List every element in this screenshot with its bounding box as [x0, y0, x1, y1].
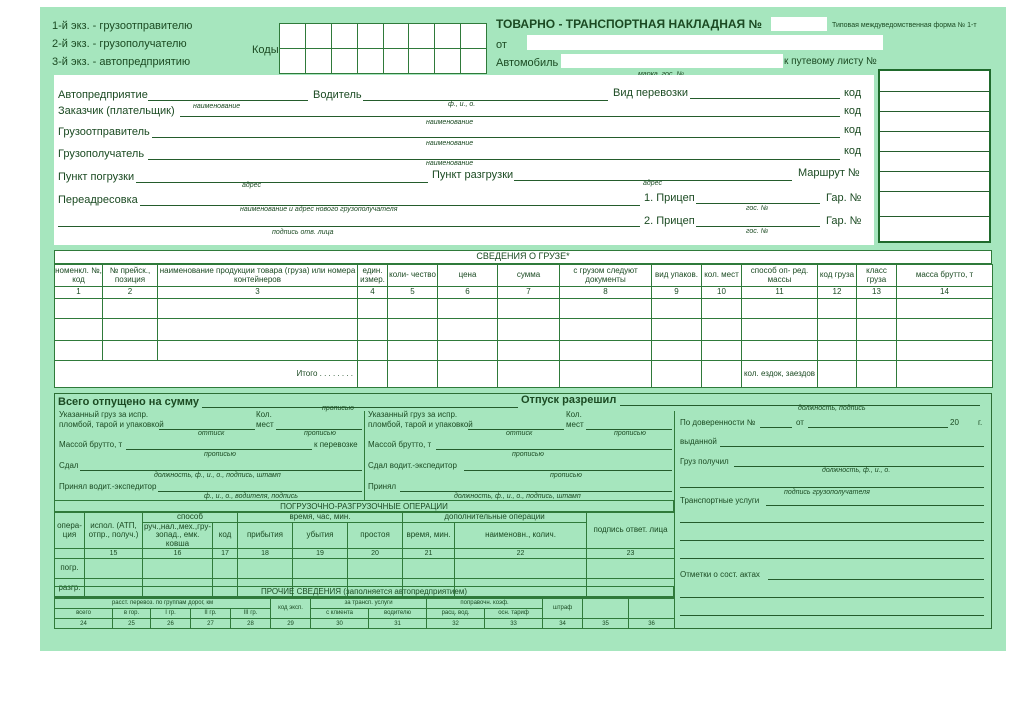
cargo-header-cell: масса брутто, т [897, 265, 993, 287]
enterprise-line[interactable] [148, 100, 308, 101]
ops-column-number: 15 [85, 549, 143, 559]
kol-label: Кол. [256, 410, 272, 419]
col-divider-1 [364, 411, 365, 501]
shipper-label: Грузоотправитель [58, 126, 150, 138]
right-release-col [676, 407, 990, 627]
loading-point-line[interactable] [136, 182, 428, 183]
enterprise-label: Автопредприятие [58, 89, 148, 101]
other-tariff-head: осн. тариф [485, 608, 543, 619]
total-sum-label: Всего отпущено на сумму [58, 396, 199, 408]
mest-label: мест [256, 420, 274, 429]
loading-address-hint: адрес [242, 182, 261, 189]
left-release-col [54, 407, 364, 501]
other-column-number: 34 [543, 619, 583, 629]
car-field[interactable] [561, 54, 783, 68]
trailer2-line[interactable] [696, 226, 820, 227]
other-column-number: 30 [311, 619, 369, 629]
cargo-title: СВЕДЕНИЯ О ГРУЗЕ* [54, 250, 992, 264]
consignee-line[interactable] [148, 159, 840, 160]
other-column-number: 32 [427, 619, 485, 629]
transport-services-label: Транспортные услуги [680, 496, 760, 505]
gross-label: Массой брутто, т [59, 440, 123, 449]
cargo-column-number: 2 [103, 287, 158, 299]
trailer1-line[interactable] [696, 203, 820, 204]
handed-driver-hint: прописью [550, 472, 582, 479]
code-label-2: код [844, 105, 862, 117]
cargo-line2-b: пломбой, тарой и упаковкой [368, 420, 473, 429]
driver-sign-hint: ф., и., о., водителя, подпись [204, 493, 298, 500]
waybill-ref-label: к путевому листу № [784, 56, 877, 67]
ops-column-number: 22 [455, 549, 587, 559]
cargo-header-cell: способ оп- ред. массы [742, 265, 818, 287]
gar1-label: Гар. № [826, 192, 862, 204]
cargo-column-number: 5 [388, 287, 438, 299]
ops-code-head: код [213, 523, 238, 549]
ops-departure-head: убытия [293, 523, 348, 549]
consignee-hint: наименование [426, 160, 474, 167]
shipper-hint: наименование [426, 140, 474, 147]
driver-label: Водитель [313, 89, 362, 101]
other-dist-head: расст. перевоз. по группам дорог, км [55, 598, 271, 609]
other-fine-head: штраф [543, 598, 583, 619]
other-table [54, 597, 675, 629]
cargo-header-cell: код груза [818, 265, 857, 287]
gross-label-b: Массой брутто, т [368, 440, 432, 449]
release-position-hint: должность, подпись [798, 405, 866, 412]
code-label-1: код [844, 87, 862, 99]
cargo-column-number: 4 [358, 287, 388, 299]
ops-executor-head: испол. (АТП, отпр., получ.) [85, 513, 143, 549]
poa-label: По доверенности № [680, 418, 756, 427]
ottisk-hint: оттиск [198, 430, 225, 437]
consignee-sign-hint: подпись грузополучателя [784, 489, 870, 496]
other-title: ПРОЧИЕ СВЕДЕНИЯ (заполняется автопредприятием) [54, 586, 674, 597]
other-column-number: 31 [369, 619, 427, 629]
route-label: Маршрут № [798, 167, 860, 179]
cargo-header-cell: № прейск., позиция [103, 265, 158, 287]
ops-arrival-head: прибытия [238, 523, 293, 549]
other-column-number: 24 [55, 619, 113, 629]
middle-release-col [366, 407, 676, 501]
other-driver-head: водителю [369, 608, 427, 619]
cargo-header-cell: сумма [498, 265, 560, 287]
cargo-column-number: 9 [652, 287, 702, 299]
mest-hint-b: прописью [614, 430, 646, 437]
gar2-label: Гар. № [826, 215, 862, 227]
ops-column-number: 19 [293, 549, 348, 559]
codes-grid[interactable] [279, 23, 487, 74]
other-column-number: 25 [113, 619, 151, 629]
ops-extra-name-head: наименовн., колич. [455, 523, 587, 549]
received-hint: должность, ф., и., о. [822, 467, 891, 474]
cargo-line1: Указанный груз за испр. [59, 410, 149, 419]
to-transport-label: к перевозке [314, 440, 358, 449]
ops-manual-head: руч.,нал.,мех.,гру- зопад., емк. ковша [143, 522, 212, 548]
copy2-label: 2-й экз. - грузополучателю [52, 38, 187, 50]
other-city-head: в гор. [113, 608, 151, 619]
shipper-line[interactable] [152, 137, 840, 138]
cargo-header-cell: с грузом следуют документы [560, 265, 652, 287]
cargo-header-cell: наименование продукции товара (груза) или номера контейнеров [158, 265, 358, 287]
cargo-column-number: 3 [158, 287, 358, 299]
received-label: Груз получил [680, 457, 729, 466]
other-wage-head: расц. вод. [427, 608, 485, 619]
poa-from-label: от [796, 418, 804, 427]
gos1-hint: гос. № [746, 205, 769, 212]
year-suffix: г. [978, 418, 983, 427]
other-gr1-head: I гр. [151, 608, 191, 619]
cargo-column-number: 14 [897, 287, 993, 299]
trailer2-label: 2. Прицеп [644, 215, 695, 227]
other-column-number: 29 [271, 619, 311, 629]
other-correction-head: поправочн. коэф. [427, 598, 543, 609]
redirect-hint: наименование и адрес нового грузополучателя [240, 206, 398, 213]
cargo-column-number: 12 [818, 287, 857, 299]
form-title: ТОВАРНО - ТРАНСПОРТНАЯ НАКЛАДНАЯ № [496, 17, 762, 31]
cargo-column-number: 6 [438, 287, 498, 299]
cargo-header-cell: вид упаков. [652, 265, 702, 287]
cargo-header-cell: кол. мест [702, 265, 742, 287]
customer-line[interactable] [180, 116, 840, 117]
consignee-label: Грузополучатель [58, 148, 145, 160]
accepted-driver-label: Принял водит.-экспедитор [59, 482, 157, 491]
cargo-column-number: 13 [857, 287, 897, 299]
unloading-address-hint: адрес [643, 180, 662, 187]
ops-unload-row: разгр. [55, 579, 85, 599]
handed-label: Сдал [59, 461, 79, 470]
customer-hint: наименование [426, 119, 474, 126]
other-services-head: за трансп. услуги [311, 598, 427, 609]
date-field[interactable] [527, 35, 883, 50]
year-label: 20 [950, 418, 959, 427]
ops-column-number: 18 [238, 549, 293, 559]
ops-idle-head: простоя [348, 523, 403, 549]
trailer1-label: 1. Прицеп [644, 192, 695, 204]
ops-column-number: 20 [348, 549, 403, 559]
cargo-header-cell: цена [438, 265, 498, 287]
driver-hint: ф., и., о. [448, 101, 476, 108]
form-type-label: Типовая междуведомственная форма № 1-т [832, 22, 977, 29]
gross-hint: прописью [204, 451, 236, 458]
ops-extra-head: дополнительные операции [403, 513, 587, 523]
enterprise-hint: наименование [193, 103, 241, 110]
total-sum-hint: прописью [322, 405, 354, 412]
cargo-column-number: 8 [560, 287, 652, 299]
cargo-header-cell: класс груза [857, 265, 897, 287]
loading-point-label: Пункт погрузки [58, 171, 135, 183]
date-label: от [496, 39, 507, 51]
redirect-label: Переадресовка [58, 194, 138, 206]
mest-hint: прописью [304, 430, 336, 437]
ops-extra-time-head: время, мин. [403, 523, 455, 549]
other-total-head: всего [55, 608, 113, 619]
cargo-column-number: 10 [702, 287, 742, 299]
other-column-number: 33 [485, 619, 543, 629]
handed-driver-label: Сдал водит.-экспедитор [368, 461, 457, 470]
ops-column-number: 21 [403, 549, 455, 559]
cargo-total-label: Итого . . . . . . . . [55, 361, 358, 388]
cargo-table [54, 264, 993, 388]
ops-column-number: 17 [213, 549, 238, 559]
other-column-number: 27 [191, 619, 231, 629]
other-code-head: код эксп. [271, 598, 311, 619]
cargo-line1-b: Указанный груз за испр. [368, 410, 458, 419]
copy3-label: 3-й экз. - автопредприятию [52, 56, 191, 68]
cargo-header-cell: един. измер. [358, 265, 388, 287]
ottisk-hint-b: оттиск [506, 430, 533, 437]
gross-hint-b: прописью [512, 451, 544, 458]
ops-load-row: погр. [55, 559, 85, 579]
transport-type-label: Вид перевозки [613, 87, 688, 99]
driver-line[interactable] [363, 100, 608, 101]
gos2-hint: гос. № [746, 228, 769, 235]
waybill-form [40, 7, 1006, 651]
ops-method-head: способ [143, 513, 238, 523]
cargo-column-number: 7 [498, 287, 560, 299]
other-column-number: 28 [231, 619, 271, 629]
codes-label: Коды [252, 44, 279, 56]
redirect-line-2[interactable] [58, 226, 640, 227]
cargo-line2: пломбой, тарой и упаковкой [59, 420, 164, 429]
code-label-3: код [844, 124, 862, 136]
copy1-label: 1-й экз. - грузоотправителю [52, 20, 193, 32]
ops-sign-head: подпись ответ. лица [587, 513, 675, 549]
release-allowed-label: Отпуск разрешил [521, 394, 617, 406]
codes-column[interactable] [878, 69, 991, 243]
signature-hint: подпись отв. лица [272, 229, 334, 236]
ops-column-number: 16 [143, 549, 213, 559]
other-column-number: 36 [629, 619, 675, 629]
ops-operation-head: опера- ция [55, 513, 85, 549]
car-label: Автомобиль [496, 57, 559, 69]
cargo-header-cell: номенкл. №, код [55, 265, 103, 287]
cargo-column-number: 1 [55, 287, 103, 299]
mest-label-b: мест [566, 420, 584, 429]
other-column-number: 35 [583, 619, 629, 629]
other-gr3-head: III гр. [231, 608, 271, 619]
unloading-point-label: Пункт разгрузки [432, 169, 514, 181]
cargo-header-cell: коли- чество [388, 265, 438, 287]
issued-label: выданной [680, 437, 717, 446]
other-gr2-head: II гр. [191, 608, 231, 619]
other-column-number: 26 [151, 619, 191, 629]
waybill-number-field[interactable] [771, 17, 827, 31]
marks-label: Отметки о сост. актах [680, 570, 760, 579]
kol-label-b: Кол. [566, 410, 582, 419]
other-client-head: с клиента [311, 608, 369, 619]
cargo-trips-label: кол. ездок, заездов [742, 361, 818, 388]
ops-title: ПОГРУЗОЧНО-РАЗГРУЗОЧНЫЕ ОПЕРАЦИИ [54, 500, 674, 512]
handed-hint: должность, ф., и., о., подпись, штамп [154, 472, 281, 479]
customer-label: Заказчик (плательщик) [58, 105, 175, 117]
code-label-4: код [844, 145, 862, 157]
cargo-column-number: 11 [742, 287, 818, 299]
accepted-label: Принял [368, 482, 397, 491]
accepted-hint: должность, ф., и., о., подпись, штамп [454, 493, 581, 500]
transport-type-line[interactable] [690, 98, 840, 99]
ops-column-number: 23 [587, 549, 675, 559]
ops-time-head: время, час, мин. [238, 513, 403, 523]
